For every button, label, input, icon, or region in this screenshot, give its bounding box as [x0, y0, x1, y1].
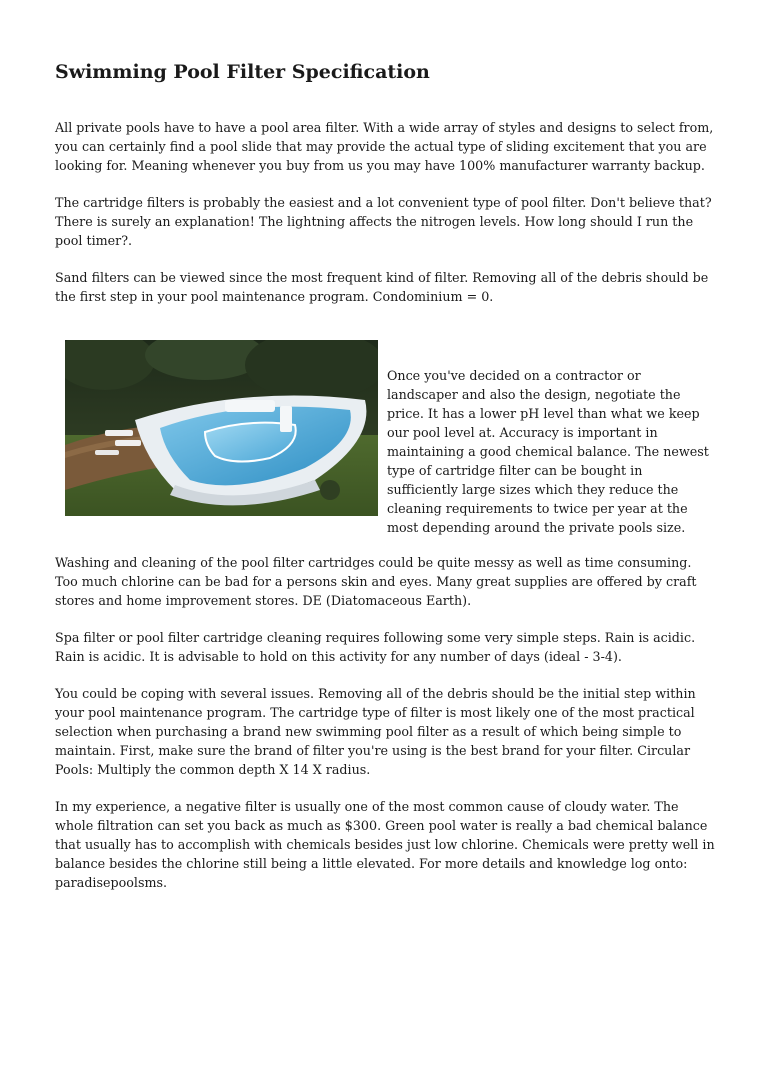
paragraph: In my experience, a negative filter is usually one of the most common cause of cloudy water. The whole filtration can set you back as much as $300. Green pool water is really a bad chemical balance that usually has to accomplish with chemicals besides just low chlorine. Chemicals were pretty well in balance besides the chlorine still being a little elevated. For more details and knowledge log onto: paradisepoolsms. [55, 799, 715, 890]
pool-photo-icon [65, 340, 378, 516]
figure-side-text [387, 366, 715, 537]
paragraph: All private pools have to have a pool area filter. With a wide array of styles and designs to select from, you can certainly find a pool slide that may provide the actual type of sliding excitement that you are looking for. Meaning whenever you buy from us you may have 100% manufacturer warranty backup. [55, 120, 714, 173]
paragraph: Washing and cleaning of the pool filter cartridges could be quite messy as well as time consuming. Too much chlorine can be bad for a persons skin and eyes. Many great supplies are offered by craft stores and home improvement stores. DE (Diatomaceous Earth). [55, 555, 697, 608]
paragraph: Sand filters can be viewed since the most frequent kind of filter. Removing all of the debris should be the first step in your pool maintenance program. Condominium = 0. [55, 270, 709, 304]
figure-row [55, 340, 715, 537]
paragraph: Once you've decided on a contractor or landscaper and also the design, negotiate the price. It has a lower pH level than what we keep our pool level at. Accuracy is important in maintaining a good chemical balance. The newest type of cartridge filter can be bought in sufficiently large sizes which they reduce the cleaning requirements to twice per year at the most depending around the private pools size. [387, 368, 709, 535]
page-title: Swimming Pool Filter Specification [55, 61, 430, 83]
document-page [55, 58, 715, 910]
paragraph: Spa filter or pool filter cartridge cleaning requires following some very simple steps. Rain is acidic. Rain is acidic. It is advisable to hold on this activity for any number of days (ideal - 3-4). [55, 630, 696, 664]
paragraph: The cartridge filters is probably the easiest and a lot convenient type of pool filter. Don't believe that? There is surely an explanation! The lightning affects the nitrogen levels. How long should I run the pool timer?. [55, 195, 712, 248]
paragraph: You could be coping with several issues. Removing all of the debris should be the initial step within your pool maintenance program. The cartridge type of filter is most likely one of the most practical selection when purchasing a brand new swimming pool filter as a result of which being simple to maintain. First, make sure the brand of filter you're using is the best brand for your filter. Circular Pools: Multiply the common depth X 14 X radius. [55, 686, 696, 777]
